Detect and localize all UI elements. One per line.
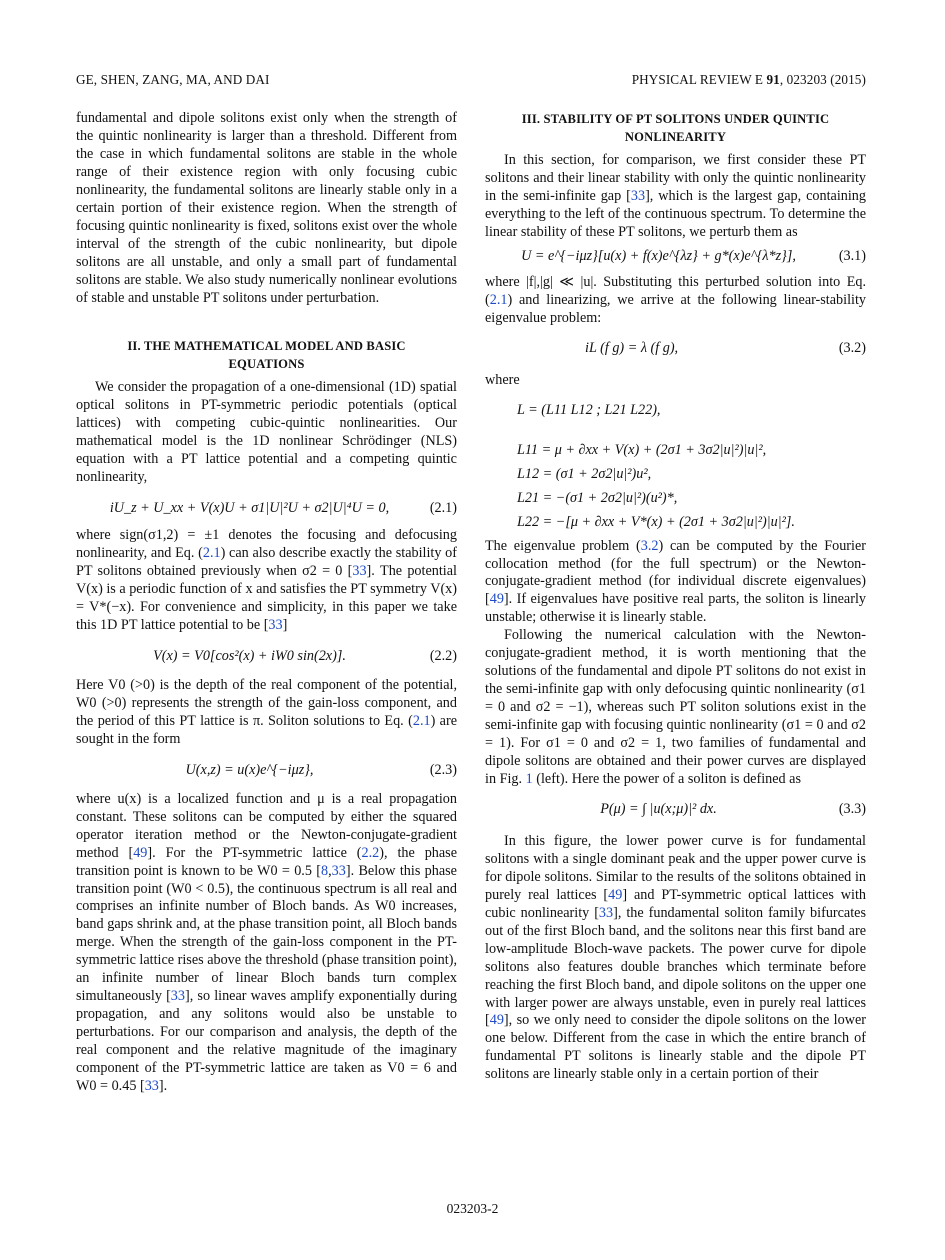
- citation-33[interactable]: 33: [170, 988, 185, 1005]
- section-2-title: [76, 337, 457, 373]
- section-2-paragraph-3: Here V0 (>0) is the depth of the real component of the potential, W0 (>0) represents the strength of the gain-loss component, and the period of this PT lattice is π. Soliton solutions to Eq. (2.1) are sought in the form: [76, 676, 457, 747]
- section-2-paragraph-1: We consider the propagation of a one-dimensional (1D) spatial optical solitons in PT-symmetric periodic potentials (optical lattices) with competing cubic-quintic nonlinearities. Our mathematical model is the 1D nonlinear Schrödinger (NLS) equation with a PT lattice potential and a competing quintic nonlinearity,: [76, 379, 457, 486]
- running-header-authors: GE, SHEN, ZANG, MA, AND DAI: [76, 72, 270, 87]
- operator-L12: L12 = (σ1 + 2σ2|u|²)u²,: [517, 465, 652, 482]
- equation-3-1-body: U = e^{−iμz}[u(x) + f(x)e^{λz} + g*(x)e^{λ*z}],: [521, 247, 796, 264]
- citation-8[interactable]: 8: [321, 862, 329, 879]
- citation-33[interactable]: 33: [352, 563, 367, 580]
- section-3-title-line1: III. STABILITY OF PT SOLITONS UNDER QUINTIC: [521, 112, 830, 126]
- equation-2-2-number: (2.2): [429, 647, 457, 664]
- equation-3-3: [485, 789, 866, 833]
- where-label: where: [485, 371, 520, 388]
- equation-2-3-number: (2.3): [429, 761, 457, 778]
- operator-L-definition: L = (L11 L12 ; L21 L22),: [517, 401, 661, 418]
- right-column: [485, 110, 866, 1084]
- citation-33[interactable]: 33: [144, 1077, 159, 1094]
- figure-ref-1[interactable]: 1: [525, 770, 533, 787]
- section-3-title: [485, 110, 866, 146]
- section-2-paragraph-4: where u(x) is a localized function and μ is a real propagation constant. These solitons can be computed by either the squared operator iteration method or the Newton-conjugate-gradient method [49]. For the PT-symmetric lattice (2.2), the phase transition point is known to be W0 = 0.5 [8,33]. Below this phase transition point (W0 < 0.5), the continuous spectrum is all real and comprises an infinite number of Bloch bands. As W0 increases, band gaps shrink and, at the phase transition point, all Bloch bands merge. When the strength of the gain-loss component in the PT-symmetric lattice rises above the threshold (phase transition point), an infinite number of linear Bloch bands turn complex simultaneously [33], so linear waves amplify exponentially during propagation, and any solitons would also be unstable to perturbations. For our comparison and analysis, the depth of the real component and the relative magnitude of the imaginary component of the PT-symmetric lattice are taken as V0 = 6 and W0 = 0.45 [33].: [76, 790, 458, 1094]
- page-number: 023203-2: [446, 1201, 499, 1216]
- equation-2-1: [76, 487, 457, 527]
- section-2-title-line1: II. THE MATHEMATICAL MODEL AND BASIC: [127, 339, 406, 354]
- section-3-paragraph-1: In this section, for comparison, we first consider these PT solitons and their linear stability with only the quintic nonlinearity in the semi-infinite gap [33], which is the largest gap, containing everything to the left of the continuous spectrum. To determine the linear stability of these PT solitons, we perturb them as: [485, 152, 866, 240]
- equation-3-2-body: iL (f g) = λ (f g),: [585, 339, 679, 356]
- section-3-paragraph-3: The eigenvalue problem (3.2) can be computed by the Fourier collocation method (for the full spectrum) or the Newton-conjugate-gradient method (for individual discrete eigenvalues) [49]. If eigenvalues have positive real parts, the soliton is linearly unstable; otherwise it is linearly stable.: [485, 537, 866, 626]
- section-3-paragraph-4: Following the numerical calculation with the Newton-conjugate-gradient method, it is worth mentioning that the solutions of the fundamental and dipole PT solitons do not exist in the semi-infinite gap with only defocusing quintic nonlinearity (σ1 = 0 and σ2 = −1), whereas such PT soliton solutions exist in the semi-infinite gap with focusing quintic nonlinearity (σ1 = 0 and σ2 = 1). For σ1 = 0 and σ2 = 1, two families of fundamental and dipole solitons are obtained and their power curves are displayed in Fig. 1 (left). Here the power of a soliton is defined as: [485, 627, 866, 787]
- equation-2-2-body: V(x) = V0[cos²(x) + iW0 sin(2x)].: [153, 647, 346, 664]
- citation-33[interactable]: 33: [268, 616, 283, 633]
- citation-49[interactable]: 49: [133, 844, 148, 861]
- eq-ref-2-1[interactable]: 2.1: [412, 712, 431, 729]
- section-3-title-line2: NONLINEARITY: [624, 130, 727, 144]
- citation-49[interactable]: 49: [608, 886, 623, 903]
- section-2-paragraph-2: where sign(σ1,2) = ±1 denotes the focusing and defocusing nonlinearity, and Eq. (2.1) can also describe exactly the stability of PT solitons obtained previously when σ2 = 0 [33]. The potential V(x) is a periodic function of x and satisfies the PT symmetry V(x) = V*(−x). For convenience and simplicity, in this paper we take this 1D PT lattice potential to be [33]: [76, 527, 457, 633]
- equation-3-3-number: (3.3): [838, 800, 866, 817]
- equation-2-3: [76, 749, 457, 791]
- left-column: [76, 110, 457, 1096]
- equation-2-1-number: (2.1): [429, 500, 457, 517]
- citation-33[interactable]: 33: [598, 904, 614, 921]
- running-header-journal: [632, 71, 866, 89]
- equation-2-2: [76, 635, 457, 677]
- citation-49[interactable]: 49: [489, 591, 504, 608]
- section-3-paragraph-5: In this figure, the lower power curve is for fundamental solitons with a single dominant peak and the upper power curve is for dipole solitons. Similar to the results of the solitons obtained in purely real lattices [49] and PT-symmetric optical lattices with cubic nonlinearity [33], the fundamental soliton family bifurcates out of the first Bloch band, and the solitons near this first band are low-amplitude Bloch-wave packets. The power curve for dipole solitons also features double branches which terminate before reaching the first Bloch band, and dipole solitons on the upper one with larger power are always unstable, even in purely real lattices [49], so we only need to consider the dipole solitons on the lower one below. Different from the case in which the entire branch of fundamental PT solitons is linearly stable and the dipole PT solitons are linearly stable only in a certain portion of their: [485, 832, 866, 1083]
- eq-ref-2-1[interactable]: 2.1: [202, 545, 221, 562]
- equation-2-3-body: U(x,z) = u(x)e^{−iμz},: [185, 761, 314, 778]
- operator-L22: L22 = −[μ + ∂xx + V*(x) + (2σ1 + 3σ2|u|²)|u|²].: [517, 513, 795, 530]
- citation-49[interactable]: 49: [489, 1012, 504, 1029]
- section-3-paragraph-2: where |f|,|g| ≪ |u|. Substituting this perturbed solution into Eq. (2.1) and linearizing, we arrive at the following linear-stability eigenvalue problem:: [485, 273, 866, 326]
- section-2-title-line2: EQUATIONS: [228, 357, 305, 372]
- equation-3-1: [485, 242, 866, 274]
- equation-3-2: [485, 328, 866, 372]
- citation-33[interactable]: 33: [331, 862, 346, 879]
- equation-2-1-body: iU_z + U_xx + V(x)U + σ1|U|²U + σ2|U|⁴U = 0,: [109, 500, 390, 517]
- intro-paragraph-end: fundamental and dipole solitons exist only when the strength of the quintic nonlinearity is larger than a threshold. Different from the case in which fundamental solitons are stable in the whole range of their existence region with only focusing cubic nonlinearity, the fundamental solitons are linearly stable only in a certain portion of their existence region. When the strength of focusing quintic nonlinearity is fixed, solitons exist over the whole interval of the strength of the cubic nonlinearity, but dipole solitons are all unstable, and only a small part of fundamental solitons are stable. We also study numerically nonlinear evolutions of stable and unstable PT solitons under perturbation.: [76, 110, 457, 306]
- citation-33[interactable]: 33: [630, 187, 646, 204]
- eq-ref-2-1[interactable]: 2.1: [489, 291, 508, 308]
- equation-3-1-number: (3.1): [838, 247, 866, 264]
- operator-L21: L21 = −(σ1 + 2σ2|u|²)(u²)*,: [517, 489, 678, 506]
- eq-ref-2-2[interactable]: 2.2: [361, 844, 380, 861]
- equation-3-2-number: (3.2): [838, 339, 866, 356]
- journal-name: PHYSICAL REVIEW E: [631, 72, 764, 87]
- journal-volume: 91: [766, 72, 780, 87]
- operator-L11: L11 = μ + ∂xx + V(x) + (2σ1 + 3σ2|u|²)|u|²,: [517, 441, 767, 458]
- equation-3-3-body: P(μ) = ∫ |u(x;μ)|² dx.: [600, 800, 717, 817]
- eq-ref-3-2[interactable]: 3.2: [640, 537, 659, 554]
- article-id: , 023203 (2015): [779, 72, 866, 87]
